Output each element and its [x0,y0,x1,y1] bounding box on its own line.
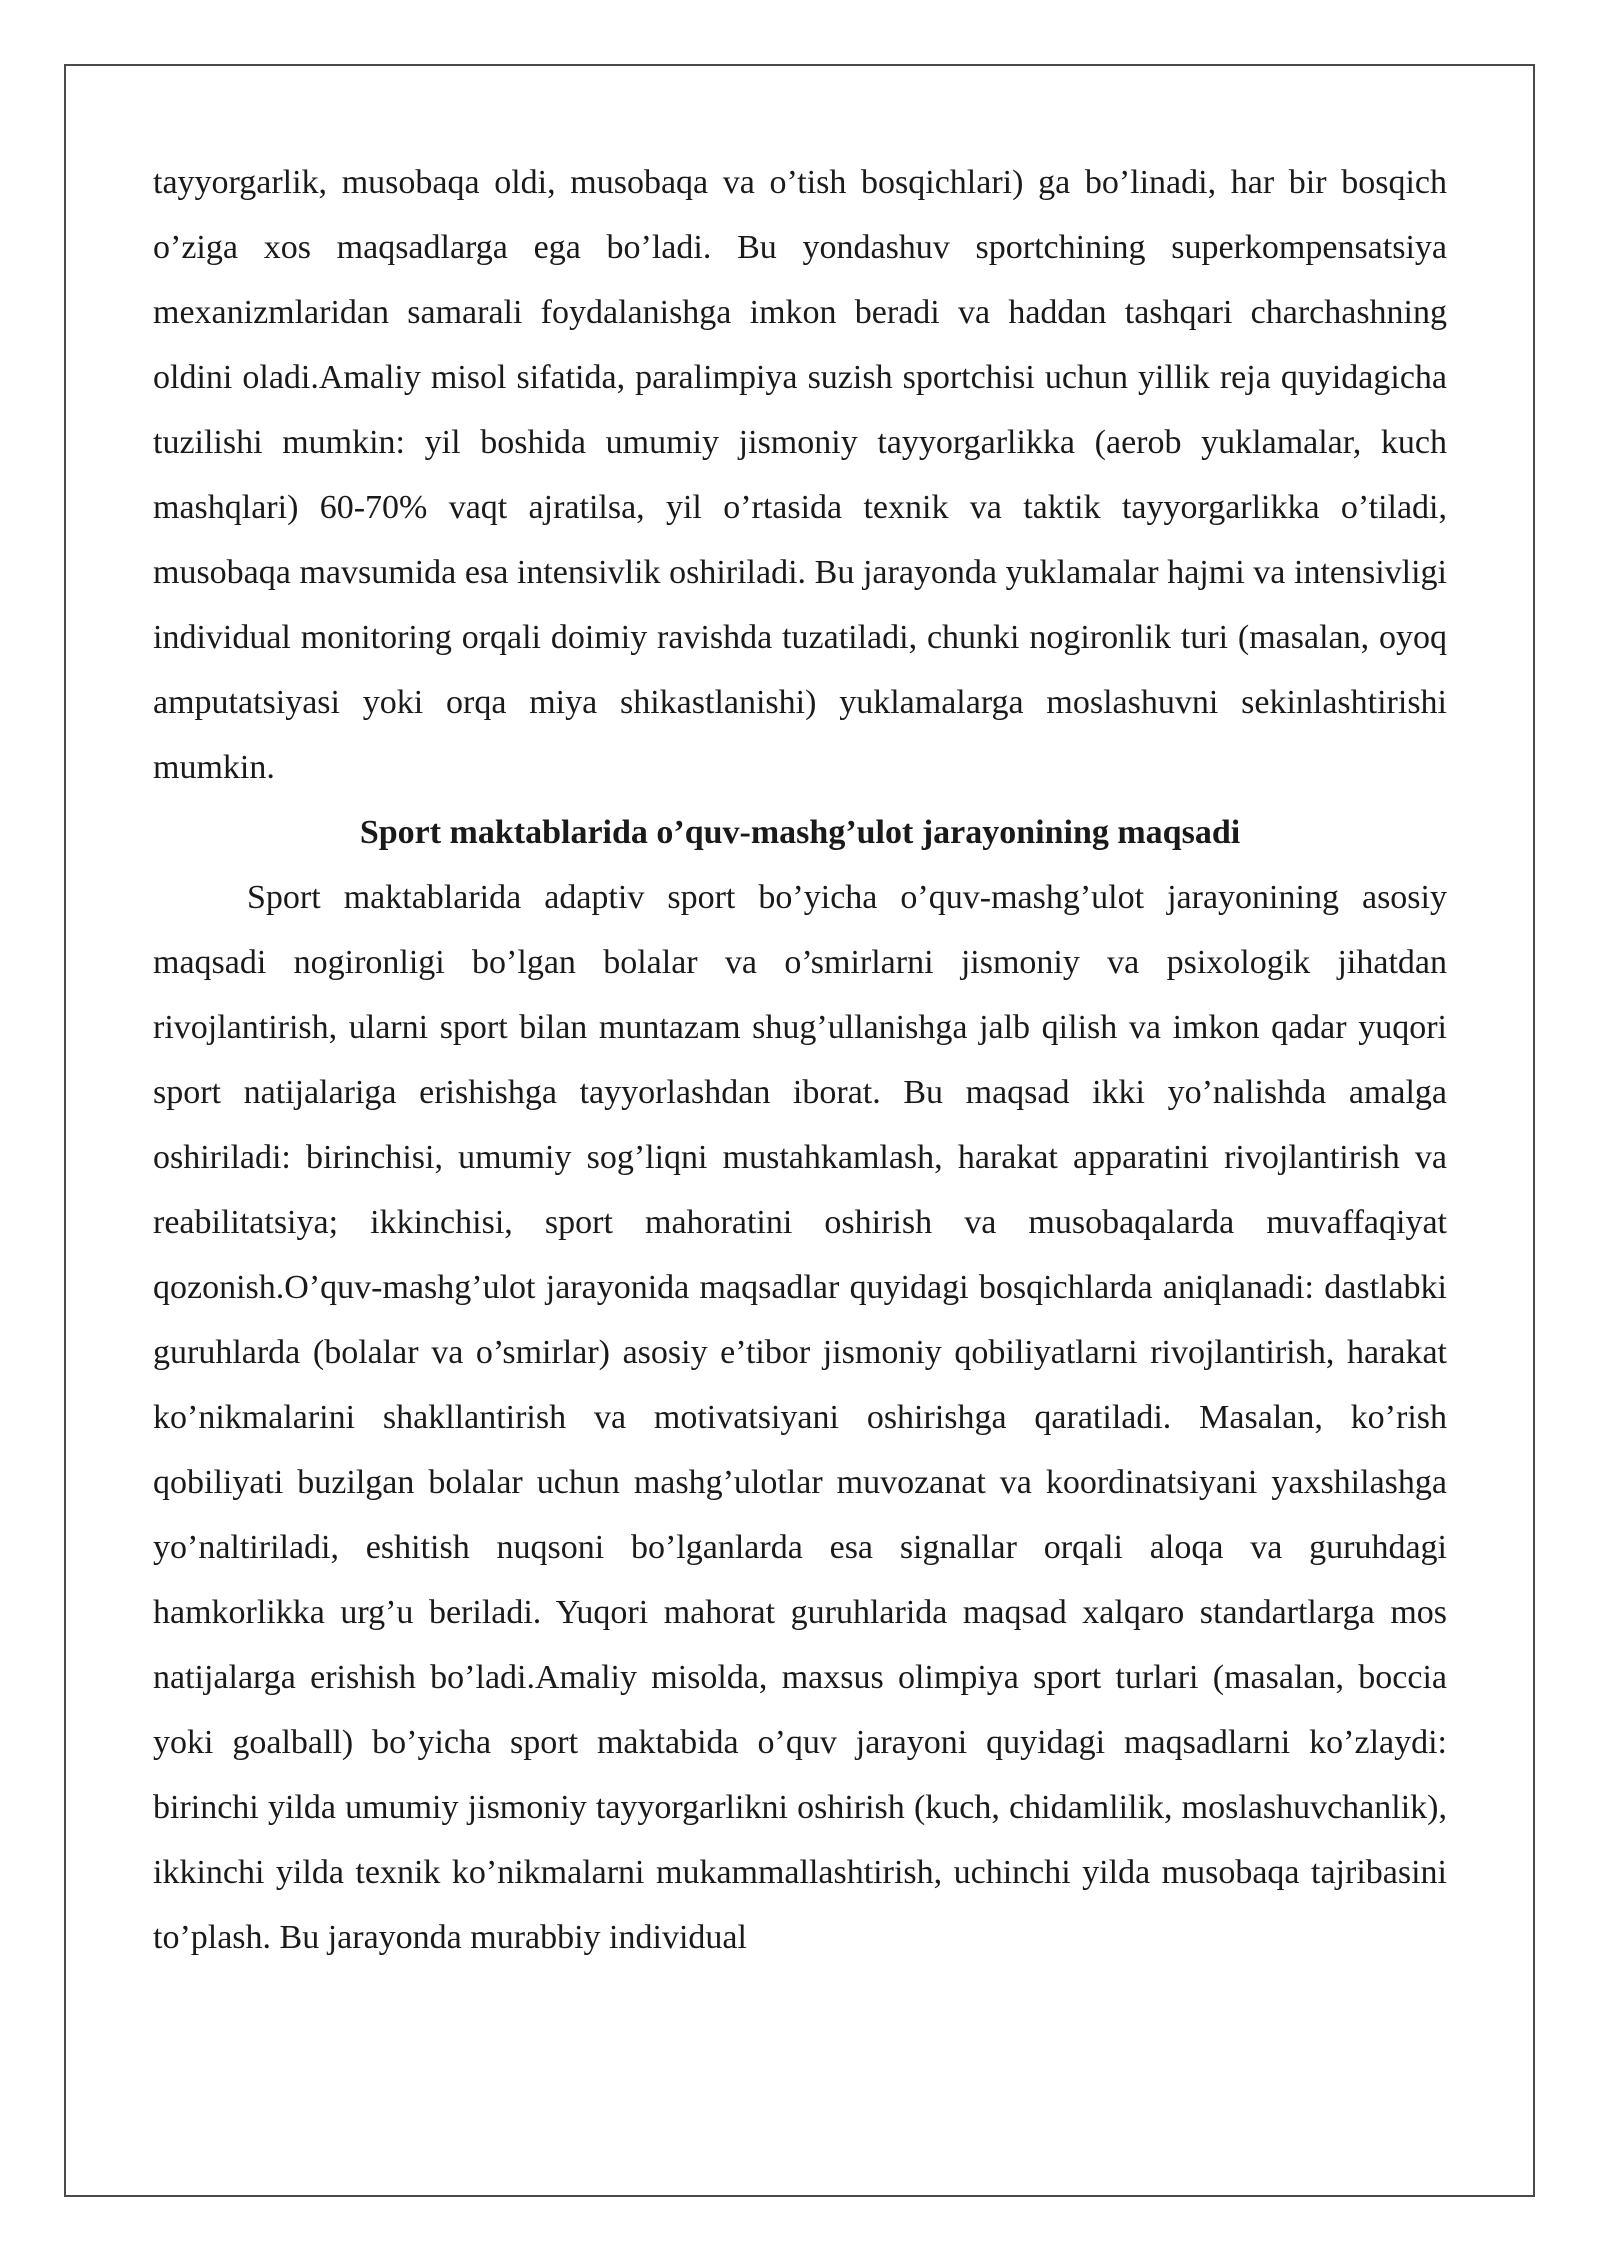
document-body [153,150,1447,1970]
paragraph-text: tayyorgarlik, musobaqa oldi, musobaqa va o’tish bosqichlari) ga bo’linadi, har bir bosqich o’ziga xos maqsadlarga ega bo’ladi. Bu yondashuv sportchining superkompensatsiya mexanizmlaridan samarali foydalanishga imkon beradi va haddan tashqari charchashning oldini oladi. [153,164,1447,396]
paragraph [153,150,1447,800]
section-heading: Sport maktablarida o’quv-mashg’ulot jarayonining maqsadi [359,814,1241,851]
paragraph-text: O’quv-mashg’ulot jarayonida maqsadlar quyidagi bosqichlarda aniqlanadi: dastlabki guruhlarda (bolalar va o’smirlar) asosiy e’tibor jismoniy qobiliyatlarni rivojlantirish, harakat ko’nikmalarini shakllantirish va motivatsiyani oshirishga qaratiladi. Masalan, ko’rish qobiliyati buzilgan bolalar uchun mashg’ulotlar muvozanat va koordinatsiyani yaxshilashga yo’naltiriladi, eshitish nuqsoni bo’lganlarda esa signallar orqali aloqa va guruhdagi hamkorlikka urg’u beriladi. Yuqori mahorat guruhlarida maqsad xalqaro standartlarga mos natijalarga erishish bo’ladi. [153,1269,1447,1696]
paragraph-text: Amaliy misolda, maxsus olimpiya sport turlari (masalan, boccia yoki goalball) bo’yicha sport maktabida o’quv jarayoni quyidagi maqsadlarni ko’zlaydi: birinchi yilda umumiy jismoniy tayyorgarlikni oshirish (kuch, chidamlilik, moslashuvchanlik), ikkinchi yilda texnik ko’nikmalarni mukammallashtirish, uchinchi yilda musobaqa tajribasini to’plash. Bu jarayonda murabbiy individual [153,1659,1447,1956]
paragraph-text: Amaliy misol sifatida, paralimpiya suzish sportchisi uchun yillik reja quyidagicha tuzilishi mumkin: yil boshida umumiy jismoniy tayyorgarlikka (aerob yuklamalar, kuch mashqlari) 60-70% vaqt ajratilsa, yil o’rtasida texnik va taktik tayyorgarlikka o’tiladi, musobaqa mavsumida esa intensivlik oshiriladi. Bu jarayonda yuklamalar hajmi va intensivligi individual monitoring orqali doimiy ravishda tuzatiladi, chunki nogironlik turi (masalan, oyoq amputatsiyasi yoki orqa miya shikastlanishi) yuklamalarga moslashuvni sekinlashtirishi mumkin. [153,359,1447,786]
paragraph [153,865,1447,1970]
paragraph-text: Sport maktablarida adaptiv sport bo’yicha o’quv-mashg’ulot jarayonining asosiy maqsadi nogironligi bo’lgan bolalar va o’smirlarni jismoniy va psixologik jihatdan rivojlantirish, ularni sport bilan muntazam shug’ullanishga jalb qilish va imkon qadar yuqori sport natijalariga erishishga tayyorlashdan iborat. Bu maqsad ikki yo’nalishda amalga oshiriladi: birinchisi, umumiy sog’liqni mustahkamlash, harakat apparatini rivojlantirish va reabilitatsiya; ikkinchisi, sport mahoratini oshirish va musobaqalarda muvaffaqiyat qozonish. [153,879,1447,1306]
